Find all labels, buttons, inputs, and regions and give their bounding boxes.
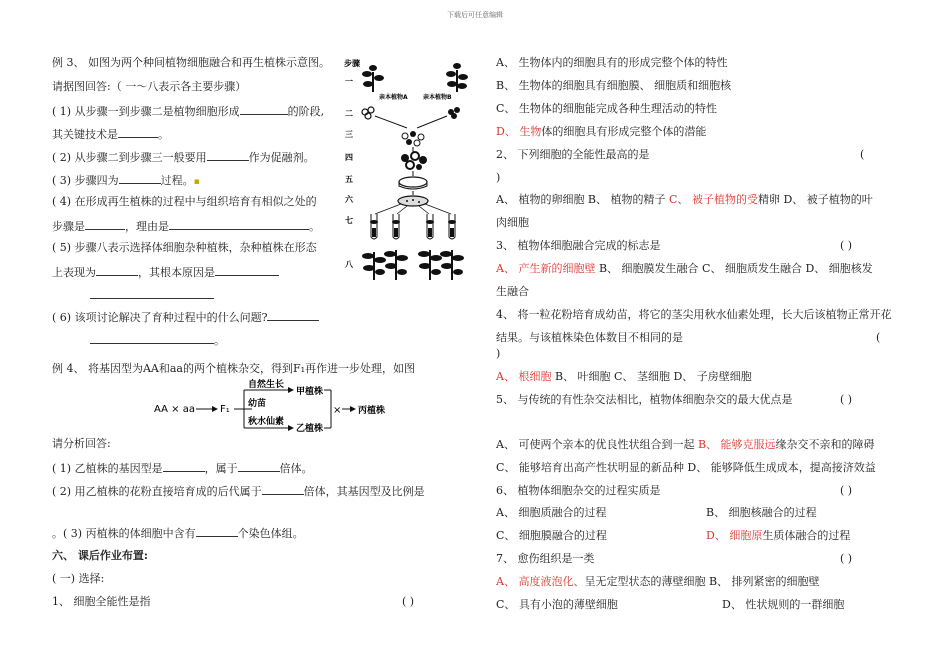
answer-highlight: A、 产生新的细胞壁 xyxy=(496,262,596,275)
step-num: 三 xyxy=(345,130,353,139)
answer-highlight: A、 根细胞 xyxy=(496,370,552,383)
ex3-intro: 请据图回答:（ 一～八表示各主要步骤） xyxy=(52,80,247,93)
option-text: 生质体融合的过程 xyxy=(762,529,851,542)
f1-label: F₁ xyxy=(220,404,230,415)
step-num: 四 xyxy=(345,153,353,162)
answer-blank[interactable] xyxy=(240,103,288,115)
ex3-q3b: 过程。 xyxy=(160,174,194,187)
question-6: 6、 植物体细胞杂交的过程实质是 xyxy=(496,484,661,497)
step-num: 七 xyxy=(345,216,353,225)
option-text: B、 叶细胞 C、 茎细胞 D、 子房壁细胞 xyxy=(554,370,752,383)
plant-b-label: 亲本植物B xyxy=(423,94,452,101)
ex3-q5a: ( 5) 步骤八表示选择体细胞杂种植株，杂种植株在形态 xyxy=(52,241,317,254)
answer-blank[interactable] xyxy=(207,149,249,161)
ex4-q1c: 倍体。 xyxy=(279,462,313,475)
answer-blank[interactable] xyxy=(262,483,304,495)
ex3-q1 xyxy=(52,103,324,119)
answer-blank[interactable] xyxy=(85,218,125,230)
q5-options-ab xyxy=(496,438,875,452)
answer-blank[interactable] xyxy=(267,309,319,321)
answer-paren: ( ) xyxy=(840,484,853,497)
q3-options-cont: 生融合 xyxy=(496,285,529,298)
ex3-q5c: ，其根本原因是 xyxy=(138,266,215,279)
test-tubes-icon xyxy=(371,214,455,239)
fused-cells-icon xyxy=(401,152,427,170)
option-text: 缘杂交不亲和的障碍 xyxy=(775,438,875,451)
q6-option-c: C、 细胞膜融合的过程 xyxy=(496,529,607,542)
answer-paren-close: ) xyxy=(496,347,501,360)
ex3-q5-cont xyxy=(90,287,214,303)
question-3: 3、 植物体细胞融合完成的标志是 xyxy=(496,239,661,252)
natural-growth-label: 自然生长 xyxy=(248,380,285,390)
ex3-q1a: ( 1) 从步骤一到步骤二是植物细胞形成 xyxy=(52,105,240,118)
protoplast-icon xyxy=(448,107,460,119)
steps-label: 步骤 xyxy=(344,59,360,68)
ex4-q3a: ( 3) 丙植株的体细胞中含有 xyxy=(63,527,196,540)
answer-blank[interactable] xyxy=(90,287,214,299)
question-7: 7、 愈伤组织是一类 xyxy=(496,552,595,565)
ex3-q4b: 步骤是 xyxy=(52,220,85,233)
answer-paren: ( ) xyxy=(840,393,853,406)
protoplast-icon xyxy=(362,107,374,119)
plant-yi-label: 乙植株 xyxy=(296,424,324,434)
regenerated-plants-icon xyxy=(362,250,464,280)
cross-symbol: × xyxy=(333,405,342,416)
q1-option-b: B、 生物体的细胞具有细胞膜、 细胞质和细胞核 xyxy=(496,79,732,92)
step-numbers xyxy=(345,77,354,269)
option-text: 呈无定型状态的薄壁细胞 xyxy=(584,575,706,588)
plant-icon xyxy=(362,65,384,92)
ex3-q4a: ( 4) 在形成再生植株的过程中与组织培育有相似之处的 xyxy=(52,195,317,208)
ex3-q6a: ( 6) 该项讨论解决了育种过程中的什么问题? xyxy=(52,311,268,324)
ex3-q4c: ，理由是 xyxy=(125,220,169,233)
step-num: 一 xyxy=(345,77,353,86)
ex3-q1c: 其关键技术是 xyxy=(52,128,118,141)
question-1: 1、 细胞全能性是指 xyxy=(52,595,151,608)
answer-paren: ( xyxy=(860,148,865,161)
answer-highlight: D、 生物 xyxy=(496,125,542,138)
answer-blank[interactable] xyxy=(238,460,280,472)
ex4-q1b: ，属于 xyxy=(204,462,238,475)
option-text: B、 排列紧密的细胞壁 xyxy=(708,575,820,588)
answer-blank[interactable] xyxy=(96,264,138,276)
ex3-q3a: ( 3) 步骤四为 xyxy=(52,174,119,187)
q1-option-c: C、 生物体的细胞能完成各种生理活动的特性 xyxy=(496,102,717,115)
answer-paren: ( xyxy=(876,331,881,344)
step-num: 六 xyxy=(345,195,353,204)
cell-fusion-figure xyxy=(335,52,485,287)
answer-blank[interactable] xyxy=(169,218,309,230)
q2-options xyxy=(496,193,873,207)
option-text: A、 可使两个亲本的优良性状组合到一起 xyxy=(496,438,695,451)
ex4-q1 xyxy=(52,460,313,476)
q7-options-ab xyxy=(496,575,820,589)
ex3-q4d: 。 xyxy=(309,220,320,233)
question-4: 4、 将一粒花粉培育成幼苗，将它的茎尖用秋水仙素处理，长大后该植物正常开花 xyxy=(496,308,892,321)
q7-option-c: C、 具有小泡的薄壁细胞 xyxy=(496,598,618,611)
mixed-cells-icon xyxy=(402,131,424,146)
ex4-q2b: 倍体，其基因型及比例是 xyxy=(303,485,425,498)
section-6-title: 六、 课后作业布置: xyxy=(52,549,148,562)
answer-paren: ( ) xyxy=(840,239,853,252)
q1-option-a: A、 生物体内的细胞具有的形成完整个体的特性 xyxy=(496,56,728,69)
step-num: 八 xyxy=(345,260,353,269)
option-text: 精卵 D、 被子植物的叶 xyxy=(757,193,873,206)
q1-option-d xyxy=(496,125,706,139)
ex3-q1d: 。 xyxy=(158,128,169,141)
ex3-q3 xyxy=(52,172,200,189)
ex3-q1b: 的阶段, xyxy=(287,105,325,118)
answer-blank[interactable] xyxy=(215,264,279,276)
plant-icon xyxy=(446,63,468,92)
q5-options-cd: C、 能够培育出高产性状明显的新品种 D、 能够降低生成成本，提高接济效益 xyxy=(496,461,876,474)
ex3-q2b: 作为促融剂。 xyxy=(248,151,315,164)
answer-paren-close: ) xyxy=(496,171,501,184)
answer-highlight: B、 能够克服远 xyxy=(697,438,776,451)
plant-a-label: 亲本植物A xyxy=(379,94,408,101)
ex3-q2 xyxy=(52,149,315,165)
ex3-q1-cont xyxy=(52,126,169,142)
q6-option-b: B、 细胞核融合的过程 xyxy=(706,506,817,519)
ex3-q4 xyxy=(52,218,320,234)
option-text: 体的细胞具有形成完整个体的潜能 xyxy=(541,125,707,138)
answer-paren: ( ) xyxy=(840,552,853,565)
option-text: A、 植物的卵细胞 B、 植物的精子 xyxy=(496,193,666,206)
petri-dish-icon xyxy=(398,196,428,206)
q3-options xyxy=(496,262,873,276)
dot-mark: ▪ xyxy=(193,177,200,187)
seedling-label: 幼苗 xyxy=(248,399,267,409)
answer-blank[interactable] xyxy=(163,460,205,472)
ex4-intro: 请分析回答: xyxy=(52,437,111,450)
ex3-q6-cont: 。 xyxy=(90,332,225,348)
ex3-q5b: 上表现为 xyxy=(52,266,96,279)
q6-option-d xyxy=(706,529,850,543)
ex4-q2 xyxy=(52,483,425,499)
option-text: B、 细胞膜发生融合 C、 细胞质发生融合 D、 细胞核发 xyxy=(598,262,873,275)
q6-option-a: A、 细胞质融合的过程 xyxy=(496,506,607,519)
q7-option-d: D、 性状规则的一群细胞 xyxy=(722,598,845,611)
answer-paren: ( ) xyxy=(402,595,415,608)
colchicine-label: 秋水仙素 xyxy=(248,417,285,427)
step-num: 五 xyxy=(345,175,353,184)
answer-highlight: A、 高度液泡化、 xyxy=(496,575,585,588)
ex3-q5 xyxy=(52,264,279,280)
ex4-q1a: ( 1) 乙植株的基因型是 xyxy=(52,462,163,475)
answer-blank[interactable] xyxy=(119,172,161,184)
page-header: 下载后可任意编辑 xyxy=(447,11,503,19)
subsection-choice: ( 一) 选择: xyxy=(52,572,105,585)
ex3-title: 例 3、 如图为两个种间植物细胞融合和再生植株示意图。 xyxy=(52,56,330,69)
petri-dish-icon xyxy=(399,177,427,189)
ex4-q2a: ( 2) 用乙植株的花粉直接培育成的后代属于 xyxy=(52,485,262,498)
q2-options-cont: 肉细胞 xyxy=(496,216,529,229)
plant-bing-label: 丙植株 xyxy=(358,406,386,416)
ex4-title: 例 4、 将基因型为AA和aa的两个植株杂交，得到F₁再作进一步处理，如图 xyxy=(52,362,416,375)
step-num: 二 xyxy=(345,109,353,118)
ex3-q2a: ( 2) 从步骤二到步骤三一般要用 xyxy=(52,151,207,164)
q4-options xyxy=(496,370,752,384)
plant-jia-label: 甲植株 xyxy=(296,387,324,397)
ex3-q6 xyxy=(52,309,319,325)
cross-diagram xyxy=(148,378,408,434)
question-4-cont: 结果。与该植株染色体数目不相同的是 xyxy=(496,331,683,344)
cross-label: AA × aa xyxy=(154,404,195,415)
answer-blank[interactable] xyxy=(90,332,214,344)
question-2: 2、 下列细胞的全能性最高的是 xyxy=(496,148,650,161)
answer-blank[interactable] xyxy=(118,126,158,138)
answer-highlight: D、 细胞原 xyxy=(706,529,763,542)
question-5: 5、 与传统的有性杂交法相比，植物体细胞杂交的最大优点是 xyxy=(496,393,793,406)
ex4-q3: 。( 3) 丙植株的体细胞中含有 个染色体组。 xyxy=(52,527,304,540)
answer-blank[interactable] xyxy=(196,525,238,537)
answer-highlight: C、 被子植物的受 xyxy=(669,193,758,206)
ex4-q3b: 个染色体组。 xyxy=(237,527,304,540)
